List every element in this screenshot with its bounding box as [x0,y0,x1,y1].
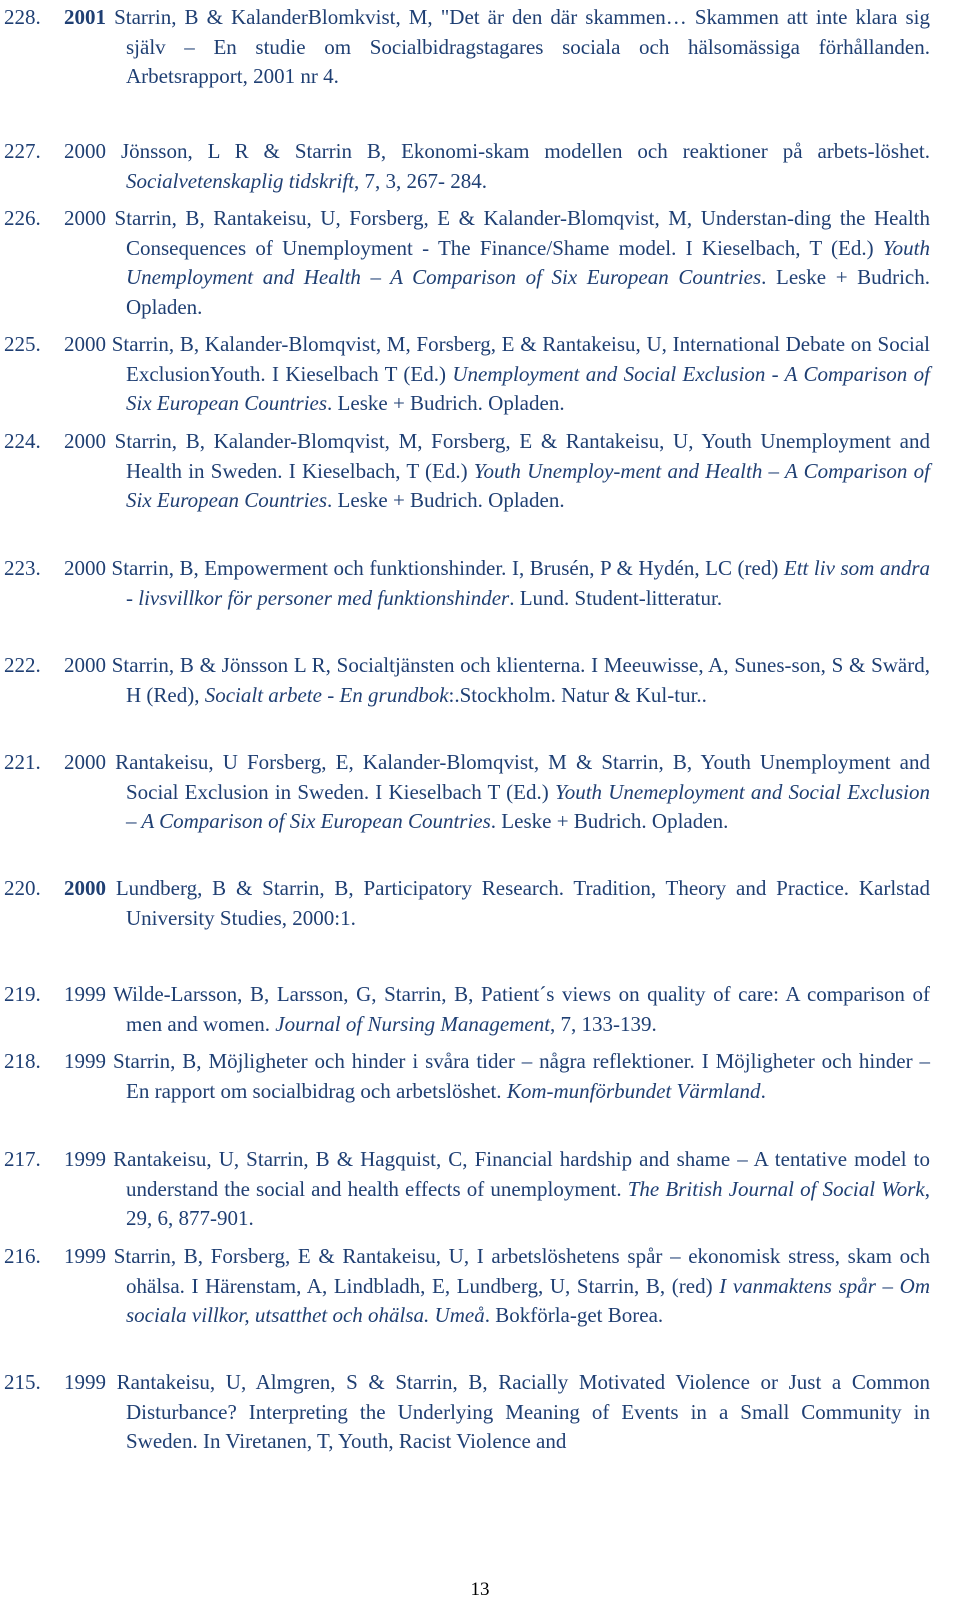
reference-entry [4,1368,930,1457]
entry-text [64,554,931,613]
entry-year: 1999 [64,1147,106,1171]
entry-segment: . [760,1078,766,1103]
reference-entry [4,330,930,419]
entry-segment: , 29, 6, 877-901. [126,1176,931,1231]
entry-segment: , 7, 133-139. [550,1011,657,1036]
reference-entry [4,3,930,92]
reference-entry [4,651,930,710]
entry-year: 2000 [64,750,106,774]
entry-text [64,1242,930,1331]
entry-year: 2000 [64,429,106,453]
page-number: 13 [470,1579,490,1600]
entry-year: 2000 [64,139,106,163]
reference-entry [4,1047,930,1106]
entry-italic-title: Journal of Nursing Management [275,1011,551,1036]
reference-entry [4,874,930,933]
entry-number: 227. [4,139,41,163]
entry-segment: . Leske + Budrich. Opladen. [126,265,931,319]
entry-year: 2000 [64,876,106,900]
entry-italic-title: Unemployment and Social Exclusion - A Comparison of Six European Countries [126,361,930,416]
entry-segment: Starrin, B, Kalander-Blomqvist, M, Forsberg, E & Rantakeisu, U, International Debate on Social ExclusionYouth. I Kieselbach T (Ed.) [111,332,931,386]
entry-segment: Starrin, B, Empowerment och funktionshinder. I, Brusén, P & Hydén, LC (red) [111,556,784,580]
entry-segment: Jönsson, L R & Starrin B, Ekonomi-skam modellen och reaktioner på arbets-löshet. [120,139,931,163]
entry-segment: :.Stockholm. Natur & Kul-tur.. [448,682,707,707]
entry-text [64,651,930,710]
entry-number: 222. [4,653,41,677]
entry-segment: . Leske + Budrich. Opladen. [490,809,729,834]
entry-text [64,330,931,419]
entry-segment: Starrin, B, Rantakeisu, U, Forsberg, E & Kalander-Blomqvist, M, Understan-ding the Health Consequences of Unemployment - The Finance/Shame model. I Kieselbach, T (Ed.) [114,206,930,260]
reference-entry [4,1242,930,1331]
entry-number: 216. [4,1244,41,1268]
entry-segment: Starrin, B & KalanderBlomkvist, M, "Det är den där skammen… Skammen att inte klara sig själv – En studie om Socialbidragstagares sociala och hälsomässiga förhållanden. Arbetsrapport, 2001 nr 4. [114,5,930,89]
entry-year: 1999 [64,1049,106,1073]
entry-number: 228. [4,5,41,29]
reference-entry [4,980,930,1039]
entry-segment: . Bokförla-get Borea. [484,1303,664,1328]
entry-number: 221. [4,750,41,774]
entry-year: 2001 [64,5,106,29]
entry-number: 217. [4,1147,41,1171]
entry-number: 223. [4,556,41,580]
entry-segment: Rantakeisu, U, Starrin, B & Hagquist, C, Financial hardship and shame – A tentative model to understand the social and health effects of unemployment. [113,1147,931,1201]
entry-text [64,1368,930,1457]
entry-number: 219. [4,982,41,1006]
entry-italic-title: Socialvetenskaplig tidskrift [126,168,355,193]
entry-segment: Lundberg, B & Starrin, B, Participatory Research. Tradition, Theory and Practice. Karlstad University Studies, 2000:1. [115,876,930,930]
entry-segment: Starrin, B, Kalander-Blomqvist, M, Forsberg, E & Rantakeisu, U, Youth Unemployment and Health in Sweden. I Kieselbach, T (Ed.) [114,429,930,483]
entry-segment: Starrin, B, Möjligheter och hinder i svåra tider – några reflektioner. I Möjligheter och hinder – En rapport om socialbidrag och arbetslöshet. [112,1049,931,1103]
entry-italic-title: Youth Unemployment and Health – A Comparison of Six European Countries [126,235,930,290]
entry-number: 215. [4,1370,41,1394]
entry-segment: , 7, 3, 267- 284. [354,168,488,193]
entry-year: 1999 [64,1370,106,1394]
entry-text [64,1145,931,1234]
entry-segment: . Leske + Budrich. Opladen. [327,488,565,513]
entry-number: 226. [4,206,41,230]
entry-segment: Rantakeisu, U, Almgren, S & Starrin, B, Racially Motivated Violence or Just a Common Disturbance? Interpreting the Underlying Meaning of Events in a Small Community in Sweden. In Viretanen, T, Youth, Racist Violence and [116,1370,930,1454]
entry-number: 224. [4,429,41,453]
entry-segment: . Leske + Budrich. Opladen. [327,391,565,416]
reference-entry [4,137,930,196]
entry-text [64,1047,931,1106]
reference-entry [4,748,930,837]
entry-segment: Rantakeisu, U Forsberg, E, Kalander-Blomqvist, M & Starrin, B, Youth Unemployment and Social Exclusion in Sweden. I Kieselbach T (Ed.) [115,750,930,804]
entry-text [64,874,930,933]
entry-year: 2000 [64,332,106,356]
entry-number: 218. [4,1049,41,1073]
reference-entry [4,204,930,322]
reference-entry [4,1145,930,1234]
entry-segment: Wilde-Larsson, B, Larsson, G, Starrin, B, Patient´s views on quality of care: A comparison of men and women. [113,982,930,1036]
entry-italic-title: The British Journal of Social Work [627,1176,925,1201]
entry-italic-title: Socialt arbete - En grundbok [204,682,449,707]
entry-year: 2000 [64,653,106,677]
entry-italic-title: Youth Unemploy-ment and Health – A Comparison of Six European Countries [126,458,930,513]
entry-year: 1999 [64,1244,106,1268]
entry-text [64,427,930,516]
entry-segment: Starrin, B, Forsberg, E & Rantakeisu, U, I arbetslöshetens spår – ekonomisk stress, skam och ohälsa. I Härenstam, A, Lindbladh, E, Lundberg, U, Starrin, B, (red) [113,1244,930,1298]
reference-entry [4,554,930,613]
entry-number: 225. [4,332,41,356]
entry-text [64,3,930,92]
entry-italic-title: Kom-munförbundet Värmland [506,1078,761,1103]
entry-italic-title: I vanmaktens spår – Om sociala villkor, utsatthet och ohälsa. Umeå [126,1273,930,1328]
entry-italic-title: Ett liv som andra - livsvillkor för personer med funktionshinder [126,556,931,610]
entry-year: 2000 [64,206,106,230]
reference-entry [4,427,930,516]
entry-segment: . Lund. Student-litteratur. [509,585,723,610]
entry-year: 2000 [64,556,106,580]
entry-year: 1999 [64,982,106,1006]
entry-text [64,204,931,322]
entry-text [64,137,931,196]
entry-italic-title: Youth Unemeployment and Social Exclusion – A Comparison of Six European Countries [126,779,931,834]
entry-text [64,748,931,837]
entry-text [64,980,930,1039]
entry-segment: Starrin, B & Jönsson L R, Socialtjänsten och klienterna. I Meeuwisse, A, Sunes-son, S & Swärd, H (Red), [111,653,930,707]
entry-number: 220. [4,876,41,900]
